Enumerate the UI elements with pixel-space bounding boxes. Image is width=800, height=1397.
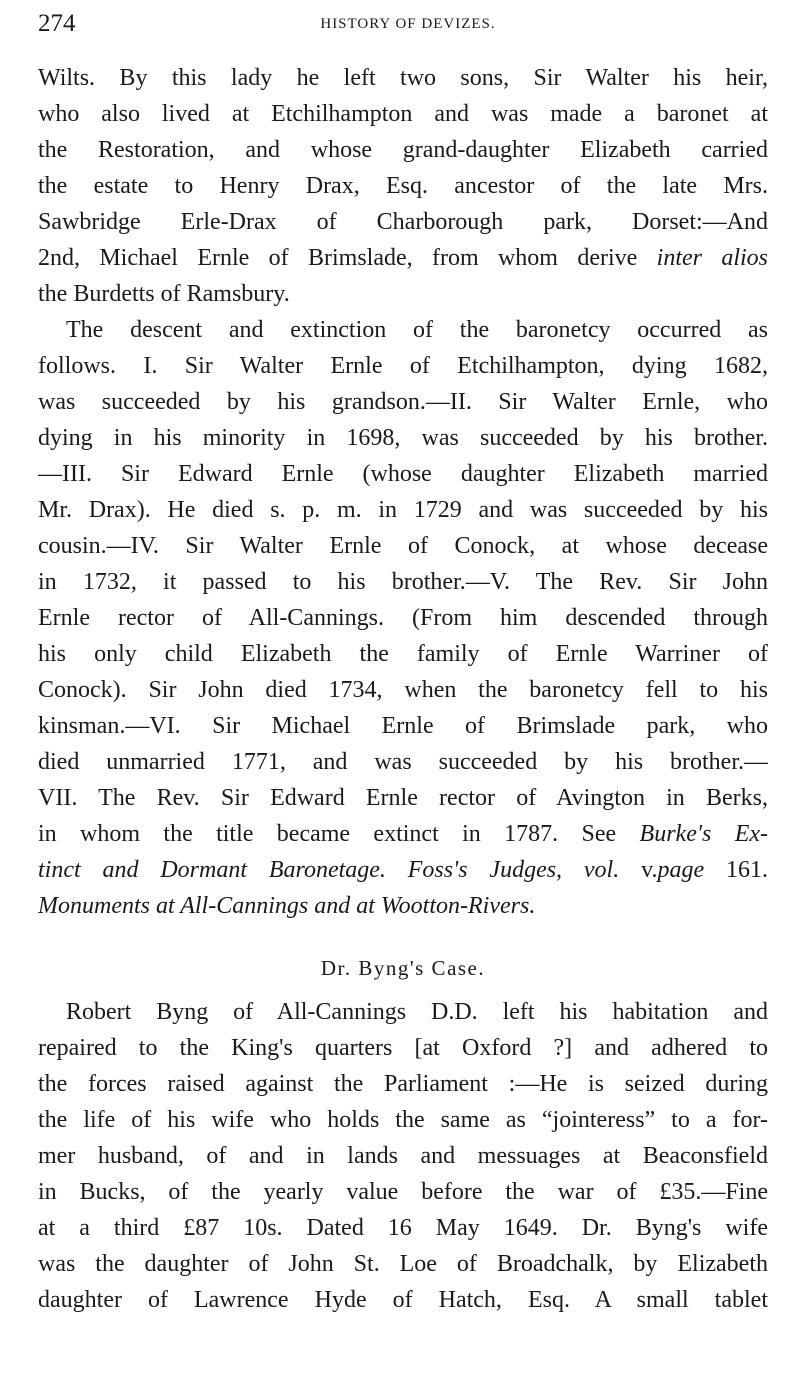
text-line: Sawbridge Erle-Drax of Charborough park, Dorset:—And <box>38 209 768 235</box>
italic-text: Burke's Ex- <box>639 821 768 847</box>
paragraph-wilts <box>38 60 768 312</box>
text-line: the Burdetts of Ramsbury. <box>38 281 290 307</box>
text-line: kinsman.—VI. Sir Michael Ernle of Brimslade park, who <box>38 713 768 739</box>
text-line: in 1732, it passed to his brother.—V. The Rev. Sir John <box>38 569 768 595</box>
text-line: was the daughter of John St. Loe of Broadchalk, by Elizabeth <box>38 1251 768 1277</box>
text-line: cousin.—IV. Sir Walter Ernle of Conock, at whose decease <box>38 533 768 559</box>
page-header <box>38 10 778 40</box>
italic-text: page <box>657 857 705 883</box>
text-line <box>38 888 768 924</box>
text-line: the life of his wife who holds the same as “jointeress” to a for- <box>38 1107 768 1133</box>
text-line: the estate to Henry Drax, Esq. ancestor of the late Mrs. <box>38 173 768 199</box>
text-line: died unmarried 1771, and was succeeded by his brother.— <box>38 749 768 775</box>
text-line: the forces raised against the Parliament :—He is seized during <box>38 1071 768 1097</box>
text-line: dying in his minority in 1698, was succeeded by his brother. <box>38 425 768 451</box>
text-line: Mr. Drax). He died s. p. m. in 1729 and was succeeded by his <box>38 497 768 523</box>
italic-text: inter alios <box>656 245 768 271</box>
text-line: daughter of Lawrence Hyde of Hatch, Esq. A small tablet <box>38 1287 768 1313</box>
text-line: the Restoration, and whose grand-daughter Elizabeth carried <box>38 137 768 163</box>
text-line: Robert Byng of All-Cannings D.D. left his habitation and <box>66 999 768 1025</box>
text-line: who also lived at Etchilhampton and was made a baronet at <box>38 101 768 127</box>
text-line: repaired to the King's quarters [at Oxford ?] and adhered to <box>38 1035 768 1061</box>
text-line: mer husband, of and in lands and messuages at Beaconsfield <box>38 1143 768 1169</box>
text-segment: v. <box>641 857 658 883</box>
text-line <box>38 816 768 852</box>
text-line: in Bucks, of the yearly value before the war of £35.—Fine <box>38 1179 768 1205</box>
text-line: was succeeded by his grandson.—II. Sir Walter Ernle, who <box>38 389 768 415</box>
text-line: Wilts. By this lady he left two sons, Sir Walter his heir, <box>38 65 768 91</box>
italic-text: tinct and Dormant Baronetage. Foss's Judges, vol. <box>38 857 620 883</box>
text-segment: 2nd, Michael Ernle of Brimslade, from whom derive <box>38 245 638 271</box>
text-line: his only child Elizabeth the family of Ernle Warriner of <box>38 641 768 667</box>
paragraph-byng <box>38 994 768 1318</box>
paragraph-baronetcy <box>38 312 768 924</box>
text-line: Conock). Sir John died 1734, when the baronetcy fell to his <box>38 677 768 703</box>
text-line: The descent and extinction of the baronetcy occurred as <box>66 317 768 343</box>
text-line: Ernle rector of All-Cannings. (From him descended through <box>38 605 768 631</box>
section-heading: Dr. Byng's Case. <box>320 956 486 980</box>
running-title: HISTORY OF DEVIZES. <box>320 16 496 32</box>
text-segment: 161. <box>726 857 768 883</box>
page-number: 274 <box>38 10 76 37</box>
text-line: follows. I. Sir Walter Ernle of Etchilhampton, dying 1682, <box>38 353 768 379</box>
italic-text: Monuments at All-Cannings and at Wootton-Rivers. <box>38 893 536 919</box>
text-line <box>38 852 768 888</box>
text-line <box>38 240 768 276</box>
text-line: VII. The Rev. Sir Edward Ernle rector of Avington in Berks, <box>38 785 768 811</box>
text-line: —III. Sir Edward Ernle (whose daughter Elizabeth married <box>38 461 768 487</box>
text-line: at a third £87 10s. Dated 16 May 1649. Dr. Byng's wife <box>38 1215 768 1241</box>
text-segment: in whom the title became extinct in 1787. See <box>38 821 617 847</box>
